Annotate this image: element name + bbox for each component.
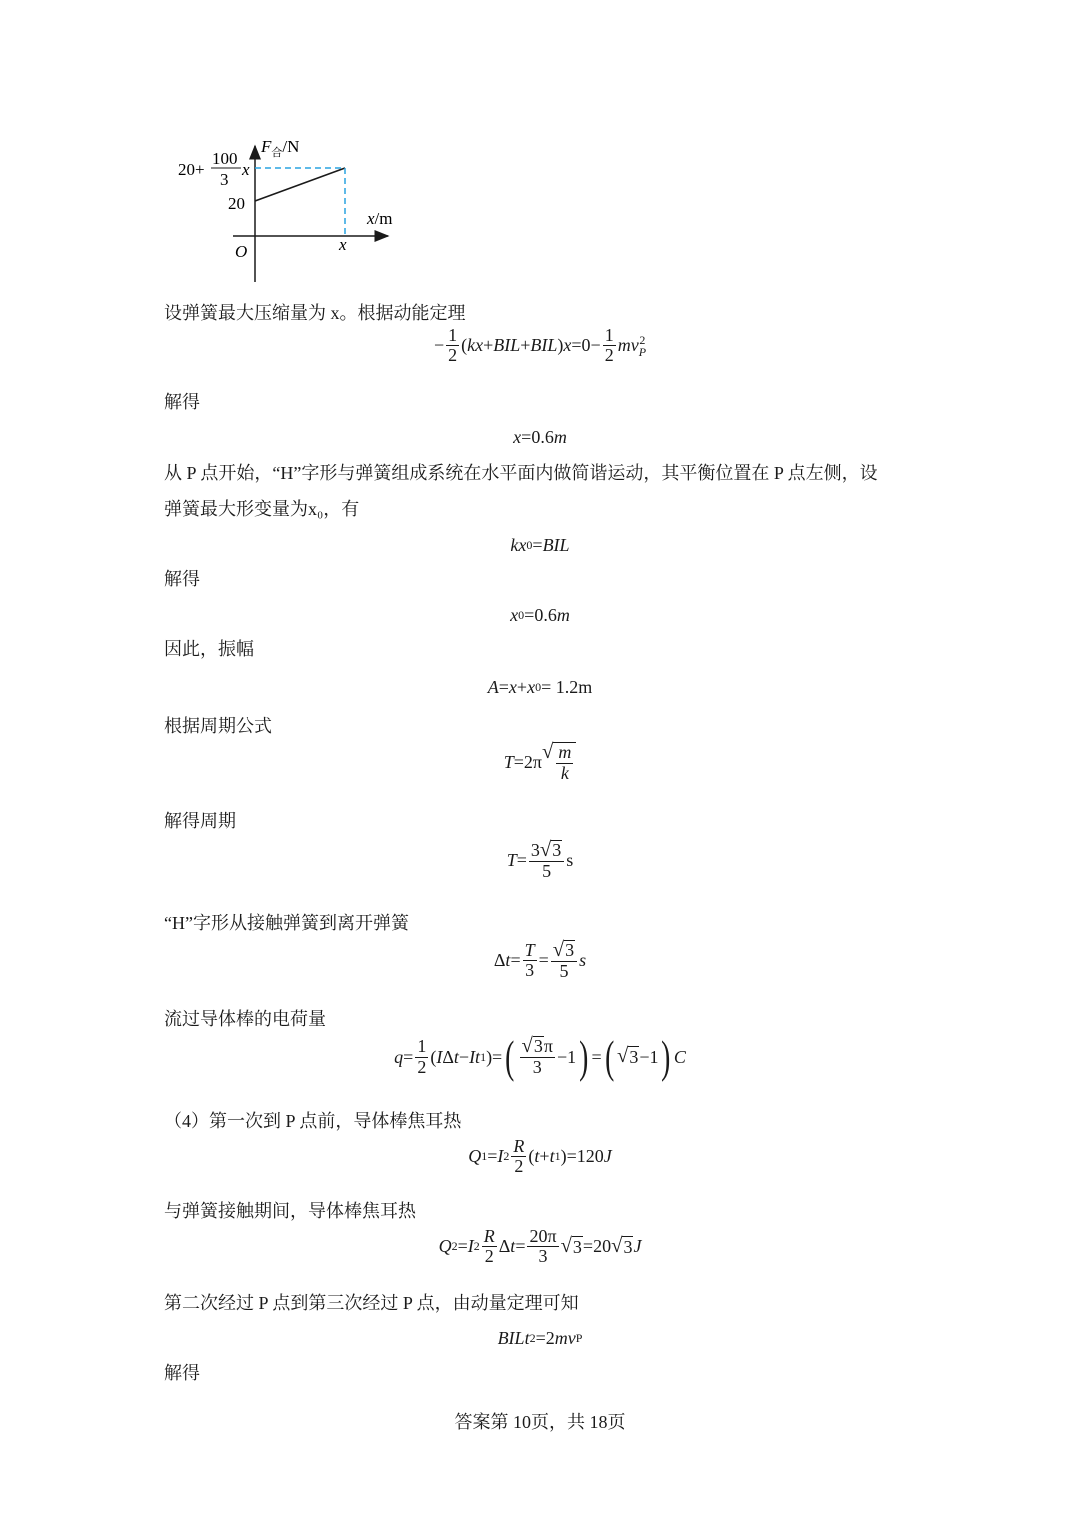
math-variable: x: [508, 676, 517, 697]
math-superscript: 2: [473, 1239, 480, 1254]
math-variable: I: [436, 1046, 443, 1067]
math-text: 3: [538, 1246, 548, 1267]
math-fraction: [482, 1227, 497, 1268]
paragraph: 根据周期公式: [164, 716, 272, 736]
math-text: +: [483, 335, 494, 356]
sqrt-radicand: [622, 1236, 633, 1258]
math-variable: t: [505, 950, 511, 971]
paragraph: （4）第一次到 P 点前，导体棒焦耳热: [164, 1111, 462, 1131]
paragraph: 解得: [164, 569, 200, 589]
math-text: +: [516, 676, 528, 697]
math-superscript: 2: [503, 1149, 510, 1164]
math-text: =2: [535, 1327, 555, 1348]
sqrt-radical-sign: √: [560, 1234, 572, 1257]
equation-content: [468, 1137, 612, 1178]
math-sqrt: [561, 1236, 583, 1258]
math-variable: q: [394, 1046, 404, 1067]
left-paren: (: [505, 1031, 515, 1082]
math-fraction: [527, 1227, 558, 1268]
math-variable: m: [553, 426, 567, 447]
y-tick-high-var: x: [242, 160, 250, 179]
force-line: [255, 168, 345, 201]
right-paren: ): [579, 1031, 589, 1082]
equation: [0, 840, 1080, 882]
math-text: =: [403, 1046, 414, 1067]
left-paren: (: [604, 1031, 614, 1082]
math-text: =: [487, 1146, 498, 1167]
fraction-numerator: [551, 940, 577, 962]
math-text: Δ: [442, 1046, 454, 1067]
math-variable: t: [510, 1236, 516, 1257]
x-axis-label: x: [367, 209, 375, 228]
math-text: −1: [639, 1046, 659, 1067]
math-text: =0−: [571, 335, 601, 356]
math-variable: m: [558, 742, 572, 762]
math-text: (: [528, 1146, 535, 1167]
fraction-denominator: [483, 1247, 496, 1267]
math-variable: C: [673, 1046, 686, 1067]
paragraph: 解得: [164, 1363, 200, 1383]
fraction-denominator: [557, 962, 570, 982]
y-tick-high-num: 100: [212, 149, 238, 168]
math-variable: x: [527, 676, 536, 697]
math-variable: Q: [438, 1236, 452, 1257]
fraction-denominator: [523, 961, 536, 981]
sqrt-radicand: [533, 1036, 544, 1057]
math-fraction: [529, 840, 564, 882]
equation-content: [513, 427, 567, 448]
math-text: =: [498, 676, 509, 697]
y-tick-high-den: 3: [220, 170, 229, 189]
math-text: =: [457, 1236, 468, 1257]
math-variable: It: [469, 1046, 481, 1067]
math-text: s: [566, 850, 574, 871]
paren-content: [518, 1036, 577, 1078]
math-variable: kx: [467, 335, 484, 356]
sqrt-radicand: [572, 1236, 583, 1258]
math-variable: mv: [617, 335, 639, 356]
math-text: =0.6: [521, 426, 554, 447]
math-text: =0.6: [524, 604, 557, 625]
math-variable: t: [453, 1046, 459, 1067]
math-text: 1: [604, 324, 614, 345]
dashed-guide: [255, 168, 345, 236]
svg-text:x/m: [366, 209, 393, 228]
equation-content: [504, 742, 577, 784]
paragraph: 解得周期: [164, 811, 236, 831]
y-tick-20: 20: [228, 194, 245, 213]
y-axis-label: F: [261, 137, 272, 156]
math-variable: x: [563, 335, 572, 356]
math-fraction: [446, 326, 459, 367]
equation: [0, 742, 1080, 784]
math-text: =: [532, 534, 543, 555]
math-sqrt: [522, 1036, 544, 1057]
math-text: =2π: [513, 752, 542, 773]
math-variable: BIL: [493, 335, 521, 356]
math-fraction: [523, 941, 537, 982]
math-text: (: [430, 1046, 437, 1067]
math-text: +: [539, 1146, 550, 1167]
fraction-numerator: [482, 1227, 497, 1248]
math-text: =20: [582, 1236, 612, 1257]
math-sqrt: [617, 1046, 639, 1068]
y-tick-high-prefix: 20+: [178, 160, 205, 179]
equation: [0, 1227, 1080, 1268]
sqrt-radical-sign: √: [539, 839, 552, 861]
math-text: 3: [530, 839, 540, 860]
fraction-numerator: [511, 1137, 526, 1158]
math-text: 5: [542, 860, 552, 881]
fraction-denominator: [446, 346, 459, 366]
math-text: =: [538, 950, 549, 971]
math-subscript: 0: [526, 537, 533, 552]
math-text: =: [510, 950, 521, 971]
math-fraction: [551, 940, 577, 982]
math-text: 3: [552, 840, 562, 860]
sqrt-radicand: [551, 840, 562, 861]
math-variable: I: [497, 1146, 504, 1167]
math-subscript: P: [638, 344, 647, 359]
math-text: 2: [417, 1056, 427, 1077]
sqrt-radicand: [628, 1046, 639, 1068]
math-text: Δ: [498, 1236, 511, 1257]
math-text: 3: [629, 1047, 639, 1067]
sqrt-radicand: [553, 742, 576, 784]
math-variable: t: [549, 1146, 555, 1167]
math-subscript: 1: [480, 1049, 487, 1064]
math-text: 2: [484, 1246, 494, 1267]
paragraph: “H”字形从接触弹簧到离开弹簧: [164, 913, 409, 933]
fraction-numerator: [556, 743, 573, 764]
math-text: −: [433, 335, 445, 356]
math-big-parentheses: [602, 1031, 674, 1082]
fraction-numerator: [446, 326, 459, 347]
equation: [0, 326, 1080, 367]
sqrt-radical-sign: √: [552, 939, 565, 961]
math-text: 3: [565, 940, 575, 960]
math-subscript: 1: [554, 1149, 561, 1164]
math-variable: m: [556, 604, 570, 625]
math-text: (: [461, 335, 468, 356]
equation-content: [494, 940, 586, 982]
math-variable: R: [483, 1225, 495, 1246]
paragraph: 与弹簧接触期间，导体棒焦耳热: [164, 1201, 416, 1221]
math-text: Δ: [493, 950, 506, 971]
paragraph: 设弹簧最大压缩量为 x。根据动能定理: [164, 303, 466, 323]
math-subscript: 2: [529, 1330, 536, 1345]
math-text: 20π: [529, 1225, 557, 1246]
equation-content: [434, 326, 646, 367]
x-axis-unit: /m: [374, 209, 393, 228]
fraction-denominator: [415, 1058, 428, 1078]
math-subscript: 0: [535, 679, 542, 694]
fraction-numerator: [520, 1036, 555, 1058]
sqrt-radicand: [564, 940, 575, 961]
math-text: −1: [557, 1046, 577, 1067]
equation: [0, 427, 1080, 448]
equation: [0, 940, 1080, 982]
equation: [0, 1137, 1080, 1178]
math-text: −: [458, 1046, 470, 1067]
page-footer: 答案第 10页，共 18页: [454, 1412, 626, 1432]
fraction-numerator: [523, 941, 537, 962]
equation-content: [498, 1328, 583, 1349]
math-text: )=120: [560, 1146, 604, 1167]
sqrt-radical-sign: √: [616, 1045, 629, 1067]
math-text: 3: [532, 1057, 542, 1077]
math-text: 3: [623, 1236, 633, 1257]
fraction-denominator: [559, 764, 571, 784]
y-axis-sub: 合: [271, 147, 283, 159]
math-text: =: [516, 850, 527, 871]
equation-content: [439, 1227, 642, 1268]
math-text: =: [515, 1236, 526, 1257]
math-text: = 1.2m: [541, 676, 593, 697]
paragraph: 第二次经过 P 点到第三次经过 P 点，由动量定理可知: [164, 1293, 579, 1313]
math-supsub: [639, 334, 646, 358]
fraction-numerator: [603, 326, 616, 347]
math-text: 1: [448, 324, 458, 345]
math-variable: mv: [554, 1327, 576, 1348]
math-text: 2: [514, 1156, 524, 1177]
math-variable: BIL: [530, 335, 558, 356]
math-text: 3: [533, 1036, 543, 1057]
math-text: 1: [417, 1035, 427, 1056]
math-variable: T: [506, 850, 517, 871]
math-variable: BILt: [497, 1327, 530, 1348]
sqrt-radical-sign: √: [541, 741, 554, 763]
math-text: 2: [448, 345, 458, 366]
equation: [0, 605, 1080, 626]
math-fraction: [603, 326, 616, 367]
math-sqrt: [540, 840, 562, 861]
math-variable: J: [603, 1146, 612, 1167]
math-variable: I: [467, 1236, 474, 1257]
equation: [0, 1328, 1080, 1349]
math-variable: k: [560, 762, 569, 783]
math-subscript: 1: [481, 1149, 488, 1164]
math-text: ): [557, 335, 564, 356]
sqrt-radical-sign: √: [611, 1234, 623, 1257]
paren-content: [617, 1046, 659, 1068]
math-fraction: [415, 1037, 428, 1078]
math-variable: Q: [468, 1146, 482, 1167]
equation: [0, 535, 1080, 556]
equation-content: [510, 535, 569, 556]
math-text: +: [520, 335, 531, 356]
math-variable: t: [534, 1146, 540, 1167]
fraction-numerator: [529, 840, 564, 862]
paragraph: 流过导体棒的电荷量: [164, 1009, 326, 1029]
math-fraction: [556, 743, 573, 784]
equation: [0, 677, 1080, 698]
math-text: )=: [486, 1046, 503, 1067]
equation-content: [394, 1031, 686, 1082]
paragraph: 因此，振幅: [164, 639, 254, 659]
fraction-denominator: [537, 1247, 550, 1267]
math-text: 3: [572, 1236, 582, 1257]
math-text: =: [591, 1046, 602, 1067]
math-variable: A: [487, 676, 499, 697]
math-variable: J: [633, 1236, 642, 1257]
sqrt-radical-sign: √: [521, 1035, 533, 1058]
equation-content: [488, 677, 592, 698]
math-variable: x: [513, 426, 522, 447]
math-sqrt: [542, 742, 576, 784]
math-variable: kx: [510, 534, 527, 555]
math-sqrt: [611, 1236, 633, 1258]
y-axis-unit: /N: [282, 137, 300, 156]
math-subscript: 2: [451, 1239, 458, 1254]
math-text: 3: [525, 960, 535, 981]
math-variable: s: [579, 950, 587, 971]
math-variable: R: [513, 1135, 525, 1156]
equation-content: [507, 840, 574, 882]
math-variable: BIL: [542, 534, 570, 555]
fraction-denominator: [540, 862, 553, 882]
force-displacement-graph: [0, 0, 420, 290]
math-fraction: [520, 1036, 555, 1078]
origin-label: O: [235, 242, 248, 261]
fraction-denominator: [531, 1058, 544, 1078]
right-paren: ): [661, 1031, 671, 1082]
math-subscript: 0: [518, 607, 525, 622]
math-superscript: 2: [639, 332, 646, 347]
math-variable: x: [510, 604, 519, 625]
fraction-numerator: [527, 1227, 558, 1248]
equation-content: [510, 605, 570, 626]
math-subscript: P: [575, 1330, 583, 1345]
math-sqrt: [553, 940, 575, 961]
paragraph: 解得: [164, 392, 200, 412]
svg-text:F合/N: [260, 137, 299, 159]
math-text: 5: [559, 960, 569, 981]
math-big-parentheses: [502, 1031, 591, 1082]
math-fraction: [511, 1137, 526, 1178]
paragraph: 从 P 点开始，“H”字形与弹簧组成系统在水平面内做简谐运动，其平衡位置在 P 点左侧，设: [164, 463, 878, 483]
x-tick-label: x: [339, 235, 347, 254]
math-variable: T: [503, 752, 514, 773]
fraction-numerator: [415, 1037, 428, 1058]
math-text: π: [543, 1035, 553, 1056]
math-variable: T: [524, 939, 535, 960]
paragraph: 弹簧最大形变量为x₀，有: [164, 499, 360, 519]
fraction-denominator: [512, 1157, 525, 1177]
math-text: 2: [604, 345, 614, 366]
equation: [0, 1031, 1080, 1082]
fraction-denominator: [603, 346, 616, 366]
